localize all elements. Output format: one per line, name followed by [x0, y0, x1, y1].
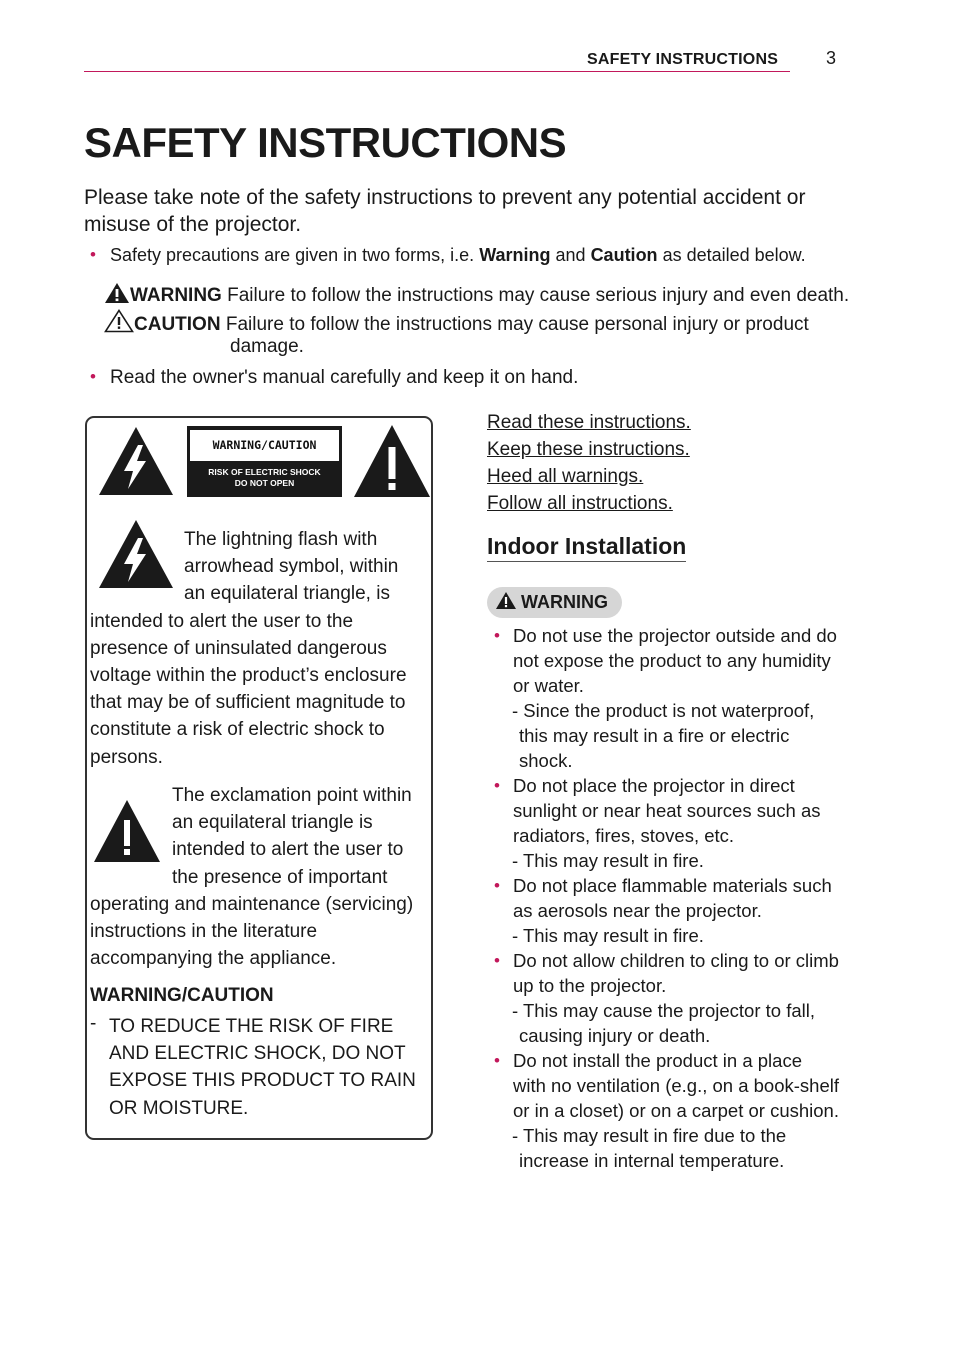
bullet-icon: • [90, 367, 96, 386]
intro-paragraph: Please take note of the safety instructions to prevent any potential accident or misuse of the projector. [84, 186, 806, 236]
exclamation-description: The exclamation point within an equilateral triangle is intended to alert the user to the presence of important operating and maintenance (servicing) instructions in the literature accompanying the appliance. [90, 785, 414, 970]
header-divider [84, 71, 790, 72]
page-title: SAFETY INSTRUCTIONS [84, 119, 567, 166]
warning-text: Failure to follow the instructions may cause serious injury and even death. [221, 285, 850, 306]
list-item: • Do not use the projector outside and do not expose the product to any humidity or water. - Since the product is not waterproof, this may result in a fire or electric shock. [494, 625, 837, 771]
caution-definition [104, 309, 809, 339]
caution-text: Failure to follow the instructions may cause personal injury or product [220, 314, 809, 335]
sticker-text: RISK OF ELECTRIC SHOCK DO NOT OPEN [208, 467, 321, 488]
list-item: • Do not install the product in a place with no ventilation (e.g., on a book-shelf or in a closet) or on a carpet or cushion. - This may result in fire due to the increase in internal temperature. [494, 1050, 839, 1171]
link-read-instructions[interactable]: Read these instructions. [487, 412, 691, 433]
warning-label-sticker [187, 426, 342, 497]
link-heed-warnings[interactable]: Heed all warnings. [487, 466, 644, 487]
lightning-triangle-icon [97, 425, 175, 502]
caution-triangle-icon [104, 309, 134, 339]
sticker-title: WARNING/CAUTION [190, 430, 339, 461]
list-item: • Do not place the projector in direct sunlight or near heat sources such as radiators, fires, stoves, etc. - This may result in fire. [494, 775, 821, 871]
warning-definition [104, 282, 849, 310]
list-item: • Do not allow children to cling to or climb up to the projector. - This may cause the projector to fall, causing injury or death. [494, 950, 839, 1046]
list-dash: - [90, 1013, 97, 1034]
section-heading-indoor: Indoor Installation [487, 533, 686, 562]
bullet-text: Read the owner's manual carefully and keep it on hand. [110, 367, 579, 388]
bullet-icon: • [90, 245, 96, 264]
link-follow-instructions[interactable]: Follow all instructions. [487, 493, 673, 514]
bullet-icon: • [494, 626, 500, 645]
bullet-icon: • [494, 1051, 500, 1070]
page-number: 3 [826, 48, 837, 68]
caution-text-continued: damage. [230, 336, 304, 357]
warning-badge [487, 587, 622, 618]
bullet-icon: • [494, 876, 500, 895]
exclamation-triangle-icon [352, 423, 432, 504]
warning-badge-label: WARNING [521, 592, 608, 612]
indoor-warning-list [494, 623, 839, 1173]
bullet-icon: • [494, 776, 500, 795]
caution-label: CAUTION [134, 314, 221, 335]
warning-triangle-icon [495, 589, 517, 620]
warning-label: WARNING [130, 285, 222, 306]
warning-triangle-icon [104, 282, 130, 310]
bullet-icon: • [494, 951, 500, 970]
link-keep-instructions[interactable]: Keep these instructions. [487, 439, 690, 460]
warning-caution-heading: WARNING/CAUTION [90, 985, 274, 1006]
lightning-description: The lightning flash with arrowhead symbol, within an equilateral triangle, is intended to alert the user to the presence of uninsulated dangerous voltage within the product’s enclosure that may be of sufficient magnitude to constitute a risk of electric shock to persons. [90, 529, 407, 768]
running-header: SAFETY INSTRUCTIONS [587, 51, 779, 68]
warning-caution-text: TO REDUCE THE RISK OF FIRE AND ELECTRIC SHOCK, DO NOT EXPOSE THIS PRODUCT TO RAIN OR MOISTURE. [109, 1016, 416, 1119]
bullet-text: Safety precautions are given in two forms, i.e. Warning and Caution as detailed below. [110, 245, 806, 265]
list-item: • Do not place flammable materials such as aerosols near the projector. - This may result in fire. [494, 875, 832, 946]
